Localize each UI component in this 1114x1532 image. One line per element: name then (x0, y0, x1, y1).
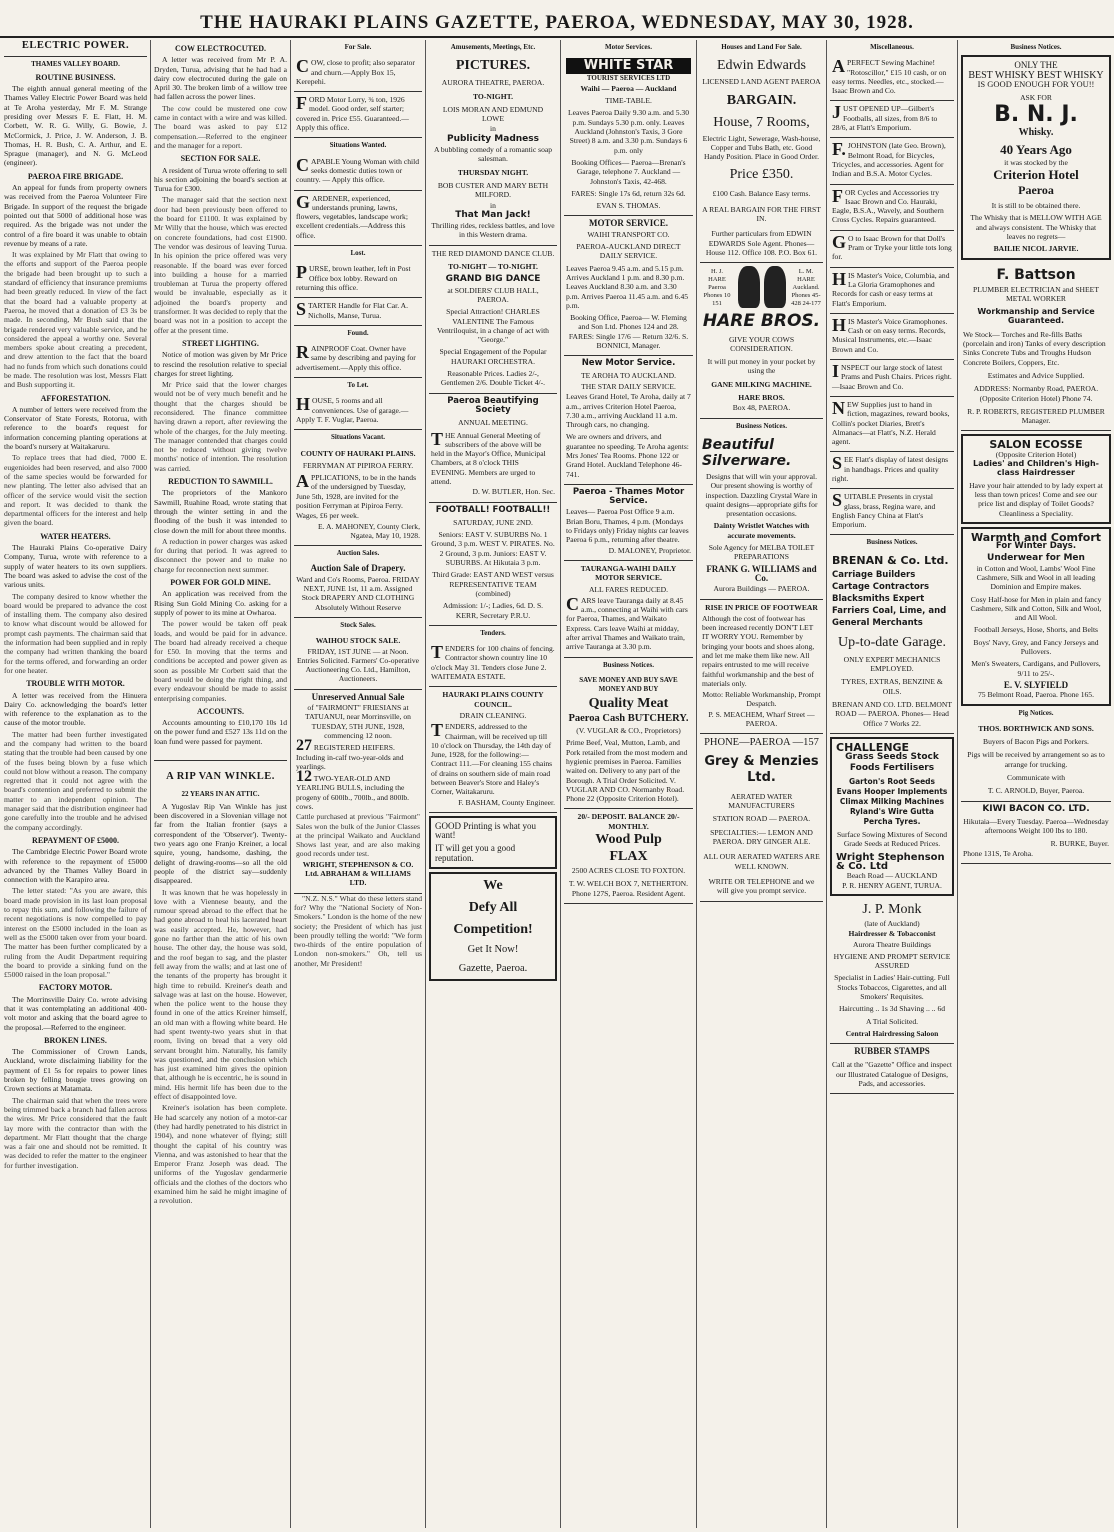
article-paragraph: An application was received from the Rising Sun Gold Mining Co. asking for a supply of power to its mine at Owharoa. (154, 589, 287, 617)
article-paragraph: A letter was received from Mr P. A. Dryden, Turua, advising that he had had a dairy cow electrocuted during the gale on April 30. The broken limb of a willow tree had fallen across the power lines. (154, 55, 287, 102)
category-heading: Business Notices. (1010, 43, 1062, 51)
article-paragraph: A Yugoslav Rip Van Winkle has just been discovered in a Slovenian village not far from the Italian frontier (says a correspondent of the 'Observer'). Twenty-two years ago one Franjo Kreiner, a local squire, young, handsome, dashing, the delight of drawing-rooms—so all the old people of the district say—suddenly disappeared. (154, 801, 287, 886)
category-heading: Auction Sales. (336, 549, 380, 558)
article-paragraph: To replace trees that had died, 7000 E. eugenioides had been reserved, and also 7000 of the same species would be forwarded for new planting. The letter also advised that an officer of the service would visit the section and report. It was decided to thank the departmental officers for the interest and help given the board. (4, 453, 147, 528)
article-paragraph: The Cambridge Electric Power Board wrote with reference to the repayment of £5000 advanced by the Thames Valley Board in connection with the Karapiro area. (4, 847, 147, 885)
category-heading: Lost. (350, 249, 366, 258)
article-paragraph: Mr Price said that the lower charges would not be of very much benefit and he thought that the charges should be reconsidered. The finance committee having drawn a report, after reviewing the whole of the charges, for the July meeting. The manager contended that charges could not be reduced without giving twelve months' notice of intention. The resolution was carried. (154, 380, 287, 473)
football-ad: FOOTBALL! FOOTBALL!! SATURDAY, JUNE 2ND. Seniors: EAST V. SUBURBS No. 1 Ground, 3 p.m. WEST V. PIRATES. No. 2 Ground, 3 p.m. Juniors: EAST V. SUBURBS. At Hikutaia 3 p.m. Third Grade: EAST AND WEST versus REPRESENTATIVE TEAM (combined) Admission: 1/-; Ladies, 6d. D. S. KERR, Secretary P.R.U. (429, 503, 557, 626)
column-motor-services (564, 40, 693, 1528)
classified-ad: GO to Isaac Brown for that Doll's Pram or Tryke your little tots long for. (830, 231, 954, 268)
section-heading: TROUBLE WITH MOTOR. (26, 679, 125, 689)
article-paragraph: It was explained by Mr Flatt that owing to the efforts and support of the Paeroa people the brigade had been brought up to such a standard of efficiency that insurance premiums had been greatly reduced. In view of the fact that the board had a valuable property at Paeroa, he moved that a donation of £3 3s be made. In seconding, Mr Bush said that the brigade rendered very valuable service, and he considered the appeal a worthy one. Several members spoke about creating a precedent, and drew attention to the fact that the board had no funds from which such donations could be made. The resolution was lost, Messrs Flatt and Bush supporting it. (4, 250, 147, 390)
category-heading: Situations Vacant. (330, 433, 386, 442)
category-heading: Pig Notices. (1018, 708, 1054, 717)
white-star-ad: WHITE STAR TOURIST SERVICES LTD Waihi — Paeroa — Auckland TIME-TABLE. Leaves Paeroa Daily 9.30 a.m. and 5.30 p.m. Sundays 5.30 p.m. only. Leaves Auckland (Johnston's Taxis, 3 Gore Street) 8 a.m. and 3.30 p.m. Sundays 6 p.m. only Booking Offices— Paeroa—Brenan's Garage, telephone 7. Auckland — Johnston's Taxis, 42-468. FARES: Single 17s 6d, return 32s 6d. EVAN S. THOMAS. (564, 55, 693, 216)
category-heading: Business Notices. (603, 660, 654, 669)
classified-ad: FORD Motor Lorry, ¾ ton, 1926 model. Good order, self starter; covered in. Price £55. Guaranteed.—Apply this office. (294, 92, 422, 138)
article-paragraph: Notice of motion was given by Mr Price to rescind the resolution relative to special charges for street lighting. (154, 350, 287, 378)
section-heading: POWER FOR GOLD MINE. (170, 578, 271, 588)
article-paragraph: A letter was received from the Hinuera Dairy Co. acknowledging the board's letter with reference to the explanation as to the cause of the motor trouble. (4, 690, 147, 728)
headline: ELECTRIC POWER. (21, 40, 130, 51)
challenge-ad: CHALLENGE Grass Seeds Stock Foods Fertilisers Garton's Root Seeds Evans Hooper Implements Climax Milking Machines Ryland's Wire Gutta Percha Tyres. Surface Sowing Mixtures of Second Grade Seeds at Reduced Prices. Wright Stephenson & Co. Ltd Beach Road — AUCKLAND P. R. HENRY AGENT, TURUA. (830, 737, 954, 896)
auction-ad: Unreserved Annual Sale of "FAIRMONT" FRIESIANS at TATUANUI, near Morrinsville, on TUESDAY, 5TH JUNE, 1928, commencing 12 noon. 27 REGISTERED HEIFERS. Including in-calf two-year-olds and yearlings. 12 TWO-YEAR-OLD AND YEARLING BULLS, including the progeny of 600lb., 700lb., and 800lb. cows. Cattle purchased at previous "Fairmont" Sales won the bulk of the Junior Classes at the principal Waikato and Auckland Shows last year, and are also making good records under test. WRIGHT, STEPHENSON & CO. Ltd. ABRAHAM & WILLIAMS LTD. (294, 690, 422, 894)
category-heading: To Let. (347, 381, 369, 390)
story-headline: A RIP VAN WINKLE. (166, 771, 275, 783)
kiwi-bacon-ad: KIWI BACON CO. LTD. Hikutaia—Every Tuesday. Paeroa—Wednesday afternoons Weight 100 lbs to 180. R. BURKE, Buyer. Phone 131S, Te Aroha. (961, 802, 1111, 864)
masthead (0, 0, 1114, 38)
printing-ad: GOOD Printing is what you want! IT will get you a good reputation. (429, 816, 557, 869)
classified-ad: APERFECT Sewing Machine! "Rotoscillor," £15 10 cash, or on easy terms. Needles, etc., stocked.—Isaac Brown and Co. (830, 55, 954, 101)
column-divider (826, 40, 827, 1528)
category-heading: Situations Wanted. (329, 141, 387, 150)
category-heading: Tenders. (480, 628, 506, 637)
article-paragraph: The manager said that the section next door had been previously been offered to the board for £1100. It was explained by Mr Willy that the house, which was erected on concrete foundations, had cost £1900. The vendor was desirous of leaving Turua. In his opinion the price offered was very reasonable. If the board was ever forced into building a house for a married troubleman at Turua the property offered would be invaluable, especially as it adjoined the board's property and transformer. It was decided to reply that the board was not in a position to accept the offer at the present time. (154, 195, 287, 335)
classified-ad: GARDENER, experienced, understands pruning, lawns, flowers, vegetables, landscape work; excellent credentials.—Address this office. (294, 191, 422, 246)
story-subheadline: 22 YEARS IN AN ATTIC. (181, 789, 260, 798)
section-heading: BROKEN LINES. (44, 1035, 107, 1045)
flax-ad: 20/- DEPOSIT. BALANCE 20/- MONTHLY. Wood Pulp FLAX 2500 ACRES CLOSE TO FOXTON. T. W. WELCH BOX 7, NETHERTON. Phone 127S, Paeroa. Resident Agent. (564, 809, 693, 903)
hairdresser-ad: J. P. Monk (late of Auckland) Hairdresser & Tobacconist Aurora Theatre Buildings HYGIENE AND PROMPT SERVICE ASSURED Specialist in Ladies' Hair-cutting. Full Stocks Tobaccos, Cigarettes, and all Smokers' Requisites. Haircutting .. 1s 3d Shaving .. .. 6d A Trial Solicited. Central Hairdressing Saloon (830, 899, 954, 1044)
classified-ad: JUST OPENED UP—Gilbert's Footballs, all sizes, from 8/6 to 28/6, at Flatt's Emporium. (830, 101, 954, 138)
column-divider (560, 40, 561, 1528)
column-amusements (429, 40, 557, 1528)
classified-ad: HOUSE, 5 rooms and all conveniences. Use of garage.—Apply T. F. Vuglar, Paeroa. (294, 393, 422, 430)
tender-ad: TENDERS for 100 chains of fencing. Contractor shown country line 10 o'clock May 31. Tenders close June 2. WAITEMATA ESTATE. (429, 641, 557, 687)
classified-ad: SUITABLE Presents in crystal glass, brass, Regina ware, and English Fancy China at Flatt's Emporium. (830, 489, 954, 535)
article-paragraph: Kreiner's isolation has been complete. He had scarcely any notion of a motor-car (they had hardly penetrated to his district in 1904), and none whatever of flying; still thought the capital of his country was Vienna, and was astonished to hear that the Emperor Franz Joseph was dead. The uniforms of the Yugoslav gendarmerie officials and the clothes of the doctors who examined him he said he might imagine of a revolution. (154, 1103, 287, 1206)
subheadline: THAMES VALLEY BOARD. (31, 59, 120, 68)
column-business-notices (961, 40, 1111, 1528)
classified-ad: FOR Cycles and Accessories try Isaac Brown and Co. Hauraki, Eagle, B.S.A., Wavely, and Southern Cross Cycles. Repairs guaranteed. (830, 185, 954, 231)
section-heading: REPAYMENT OF £5000. (32, 835, 119, 845)
auction-ad: Auction Sale of Drapery. Ward and Co's Rooms, Paeroa. FRIDAY NEXT, JUNE 1st, 11 a.m. Assigned Stock DRAPERY AND CLOTHING Absolutely Without Reserve (294, 561, 422, 617)
category-heading: Motor Services. (605, 43, 652, 51)
section-heading: FACTORY MOTOR. (38, 983, 113, 993)
aerated-waters-ad: PHONE—PAEROA —157 Grey & Menzies Ltd. AERATED WATER MANUFACTURERS STATION ROAD — PAEROA. SPECIALTIES:— LEMON AND PAEROA. DRY GINGER ALE. ALL OUR AERATED WATERS ARE WELL KNOWN. WRITE OR TELEPHONE and we will give you prompt service. (700, 734, 823, 901)
article-paragraph: It was known that he was hopelessly in love with a Viennese beauty, and the rumour spread abroad to the effect that he had gone abroad to heal his lacerated heart was easily accepted. He, however, had gone no farther than the attic of his own house. The other day, the house was sold, and the roof began to sag, and the plaster fell away from the walls; and at last one of the tenants of the property has brought it high time to rebuild. Kreiner's death and salvage was at last on the house. However, when the police went to the house they found in one of the attics Kreiner himself, an old man with a flowing white beard. He had spent twenty-two years shut in that room, living on bread that a very old servant brought him. Naturally, his family was questioned, and the conclusion which has just examined him gives the opinion that, although he is eccentric, he is sound in mind. His hermit life has been due to the effect of disappointed love. (154, 887, 287, 1102)
category-heading: Business Notices. (736, 421, 787, 430)
article-paragraph: The Hauraki Plains Co-operative Dairy Company, Turua, wrote with reference to a supply of water heaters to its own suppliers. The board was asked to advise the cost of the various units. (4, 543, 147, 590)
brenan-ad: BRENAN & Co. Ltd. Carriage Builders Cartage Contractors Blacksmiths Expert Farriers Coal, Lime, and General Merchants Up-to-date Garage. ONLY EXPERT MECHANICS EMPLOYED. TYRES, EXTRAS, BENZINE & OILS. BRENAN AND CO. LTD. BELMONT ROAD — PAEROA. Phones— Head Office 7 Works 22. (830, 551, 954, 734)
tauranga-ad: TAURANGA-WAIHI DAILY MOTOR SERVICE. ALL FARES REDUCED. CARS leave Tauranga daily at 8.45 a.m., connecting at Waihi with cars for Paeroa, Thames, and Waikato Express. Cars leave Waihi at midday, after arrival Thames and Waikato train, arrive Tauranga at 3.30 p.m. (564, 561, 693, 658)
category-heading: For Sale. (344, 43, 372, 51)
classified-ad: HIS Master's Voice Gramophones. Cash or on easy terms. Records, Musical Instruments, etc.—Isaac Brown and Co. (830, 314, 954, 360)
butchery-ad: SAVE MONEY AND BUY SAVE MONEY AND BUY Quality Meat Paeroa Cash BUTCHERY. (V. VUGLAR & CO., Proprietors) Prime Beef, Veal, Mutton, Lamb, and Pork retailed from the most modern and hygienic premises in Paeroa. Families waited on. Delivery to any part of the Borough. A Trial Order Solicited. V. VUGLAR AND CO. Normanby Road. Phone 22 (Opposite Criterion Hotel). (564, 673, 693, 809)
column-miscellaneous (830, 40, 954, 1528)
auction-ad: WAIHOU STOCK SALE. FRIDAY, 1ST JUNE — at Noon. Entries Solicited. Farmers' Co-operative Auctioneering Co. Ltd., Hamilton, Auctioneers. (294, 633, 422, 689)
article-paragraph: The cow could be mustered one cow came in contact with a wire and was killed. The board was asked to pay £12 compensation.—Referred to the engineer and the manager for a report. (154, 103, 287, 150)
rabbit-icon (736, 266, 788, 310)
land-agent-ad: Edwin Edwards LICENSED LAND AGENT PAEROA BARGAIN. House, 7 Rooms, Electric Light, Sewerage, Wash-house, Copper and Tubs Bath, etc. Good Handy Position. Place in Good Order. Price £350. £100 Cash. Balance Easy terms. A REAL BARGAIN FOR THE FIRST IN. Further particulars from EDWIN EDWARDS Sole Agent. Phones—House 112. Office 108. P.O. Box 61. (700, 55, 823, 263)
article-paragraph: The chairman said that when the trees were being trimmed back a branch had fallen across the wires. Mr Price considered that the fault lay more with the contractor than with the department. Mr Flatt thought that the charge was a fair one and should not be remitted. It was decided to refer the matter to the engineer for further investigation. (4, 1095, 147, 1170)
article-paragraph: "N.Z. N.S." What do these letters stand for? Why the "National Society of Non-Smokers." London is the home of the new society; the President of which has just been proudly telling the world: "We form two-thirds of the entire population of London non-smokers." Oh, tell us another, Mr President! (294, 893, 422, 968)
column-board-news (154, 40, 287, 1528)
column-classifieds (294, 40, 422, 1528)
article-paragraph: A resident of Turua wrote offering to sell his section adjoining the board's section at Turua for £300. (154, 165, 287, 194)
category-heading: Miscellaneous. (870, 43, 914, 51)
whisky-ad: ONLY THE BEST WHISKY BEST WHISKY IS GOOD ENOUGH FOR YOU!! ASK FOR B. N. J. Whisky. 40 Years Ago it was stocked by the Criterion Hotel Paeroa It is still to be obtained there. The Whisky that is MELLOW WITH AGE and always consistent. The Whisky that leaves no regrets— BAILIE NICOL JARVIE. (961, 55, 1111, 259)
article-paragraph: The Commissioner of Crown Lands, Auckland, wrote disclaiming liability for the payment of £1 5s for repairs to power lines broken by felling bougie trees growing on Crown sections at Matamata. (4, 1047, 147, 1094)
category-heading: Amusements, Meetings, Etc. (450, 43, 536, 51)
rubber-stamps-ad: RUBBER STAMPS Call at the "Gazette" Office and inspect our Illustrated Catalogue of Designs, Pads, and accessories. (830, 1044, 954, 1094)
section-heading: AFFORESTATION. (40, 393, 111, 403)
bootmaker-ad: RISE IN PRICE OF FOOTWEAR Although the cost of footwear has been increased recently DON'T LET IT WORRY YOU. Remember by bringing your boots and shoes along, and let me make them like new. All repairs entrusted to me will receive faithful workmanship and the best of materials only. Motto: Reliable Workmanship, Prompt Despatch. P. S. MEACHEM, Wharf Street — PAEROA. (700, 600, 823, 735)
section-heading: REDUCTION TO SAWMILL. (168, 477, 273, 487)
column-divider (290, 40, 291, 1528)
column-divider (425, 40, 426, 1528)
competition-ad: We Defy All Competition! Get It Now! Gazette, Paeroa. (429, 872, 557, 981)
star-service-ad: New Motor Service. TE AROHA TO AUCKLAND. THE STAR DAILY SERVICE. Leaves Grand Hotel, Te Aroha, daily at 7 a.m., arrives Criterion Hotel Paeroa, 7.30 a.m., arriving Auckland 11 a.m. Through cars, no changing. We are owners and drivers, and guarantee no speeding. Te Aroha agents: Mrs Jones' Tea Rooms. Phone 122 or Grand Hotel. Auckland Telephone 46-741. (564, 356, 693, 485)
classified-ad: COUNTY OF HAURAKI PLAINS. FERRYMAN AT PIPIROA FERRY. APPLICATIONS, to be in the hands of the undersigned by Tuesday, June 5th, 1928, are invited for the position Ferryman at Pipiroa Ferry. Wages, £6 per week. E. A. MAHONEY, County Clerk, Ngatea, May 10, 1928. (294, 446, 422, 547)
article-paragraph: The Morrinsville Dairy Co. wrote advising that it was contemplating an additional 400-volt motor and asking that the board agree to the proposal.—Referred to the engineer. (4, 994, 147, 1032)
article-paragraph: The proprietors of the Mankoro Sawmill, Ruahine Road, wrote stating that through the winter setting in and the flooding of the bush it was intended to close down the mill for about three months. (154, 488, 287, 535)
newspaper-title: THE HAURAKI PLAINS GAZETTE, PAEROA, WEDNESDAY, MAY 30, 1928. (200, 12, 914, 33)
article-paragraph: The letter stated: "As you are aware, this board made provision in its last loan proposal to repay this sum, and following the failure of recent negotiations is now compelled to pay interest on the £5000 included in the loan as well as the £5000 taken over from your board. The matter has been further complicated by a ruling from the Audit Department requiring the board to provide a sinking fund on the £5000 raised in the loan proposal." (4, 886, 147, 980)
classified-ad: STARTER Handle for Flat Car. A. Nicholls, Manse, Turua. (294, 298, 422, 326)
article-paragraph: A reduction in power charges was asked for during that period. It was agreed to disconnect the power and to make no charge for reconnection next summer. (154, 536, 287, 574)
classified-ad: RAINPROOF Coat. Owner have same by describing and paying for advertisement.—Apply this office. (294, 341, 422, 378)
section-heading: STREET LIGHTING. (182, 338, 259, 348)
thames-motor-ad: Paeroa - Thames Motor Service. Leaves— Paeroa Post Office 9 a.m. Brian Boru, Thames, 4 p.m. (Mondays to Fridays only) Friday nights car leaves Paeroa 6 p.m., returning after theatre. D. MALONEY, Proprietor. (564, 485, 693, 561)
article-paragraph: An appeal for funds from property owners was received from the Paeroa Volunteer Fire Brigade. In support of the request the brigade pointed out that 5000 of additional hose was required. As the brigade was not under the control of a fire board it was unable to obtain revenue by means of a rate. (4, 183, 147, 248)
section-heading: SECTION FOR SALE. (180, 154, 261, 164)
transport-ad: MOTOR SERVICE. WAIHI TRANSPORT CO. PAEROA-AUCKLAND DIRECT DAILY SERVICE. Leaves Paeroa 9.45 a.m. and 5.15 p.m. Arrives Auckland 1 p.m. and 8.30 p.m. Leaves Auckland 8.30 a.m. and 3.30 p.m. Arrives Paeroa 11.45 a.m. and 6.45 p.m. Booking Office, Paeroa— W. Fleming and Son Ltd. Phones 124 and 28. FARES: Single 17/6 — Return 32/6. S. BONNICI, Manager. (564, 216, 693, 356)
category-heading: Stock Sales. (340, 620, 376, 629)
article-paragraph: Accounts amounting to £10,170 10s 1d on the power fund and £527 13s 11d on the loan fund were passed for payment. (154, 718, 287, 746)
section-heading: ROUTINE BUSINESS. (35, 72, 116, 82)
article-paragraph: The matter had been further investigated and the company had written to the board stating that the trouble had been caused by one of the fuses being blown by a fuse which could not blow without a reason. The company regretted that it could not agree with the board's contention and preferred to submit the matter to an independent opinion. The manager said that the distribution engineer had gone carefully into the trouble and he advised the company accordingly. (4, 729, 147, 832)
classified-ad: SEE Flatt's display of latest designs in handbags. Prices and quality right. (830, 452, 954, 489)
column-houses-land (700, 40, 823, 1528)
classified-ad: COW, close to profit; also separator and churn.—Apply Box 15, Kerepehi. (294, 55, 422, 92)
category-heading: Found. (347, 328, 369, 337)
classified-ad: INSPECT our large stock of latest Prams and Push Chairs. Prices right.—Isaac Brown and Co. (830, 360, 954, 397)
cinema-ad: PICTURES. AURORA THEATRE, PAEROA. TO-NIGHT. LOIS MORAN AND EDMUND LOWE in Publicity Madness A bubbling comedy of a romantic soap salesman. THURSDAY NIGHT. BOB CUSTER AND MARY BETH MILFORD. in That Man Jack! Thrilling rides, reckless battles, and love in this Western drama. (429, 55, 557, 245)
category-heading: Business Notices. (866, 538, 918, 547)
hare-bros-ad: H. J. HARE Paeroa Phones 10 151 L. M. HARE Auckland. Phones 45-428 24-177 HARE BROS. GIVE YOUR COWS CONSIDERATION. It will put money in your pocket by using the GANE MILKING MACHINE. HARE BROS. Box 48, PAEROA. (700, 263, 823, 418)
section-heading: ACCOUNTS. (197, 706, 244, 716)
classified-ad: HIS Master's Voice, Columbia, and La Gloria Gramophones and Records for cash or easy terms at Flatt's Emporium. (830, 268, 954, 314)
category-heading: Houses and Land For Sale. (721, 43, 802, 51)
section-heading: WATER HEATERS. (40, 531, 111, 541)
plumber-ad: F. Battson PLUMBER ELECTRICIAN and SHEET METAL WORKER Workmanship and Service Guaranteed. We Stock— Torches and Re-fills Baths (porcelain and iron) Tanks of every description Sinks Concrete Tubs and Troughs Hudson Concrete Boilers, Coppers, Etc. Estimates and Advice Supplied. ADDRESS: Normanby Road, PAEROA. (Opposite Criterion Hotel) Phone 74. R. P. ROBERTS, REGISTERED PLUMBER Manager. (961, 263, 1111, 432)
column-divider (957, 40, 958, 1528)
column-divider (150, 40, 151, 1528)
borthwick-ad: THOS. BORTHWICK AND SONS. Buyers of Bacon Pigs and Porkers. Pigs will be received by arrangement so as to arrange for trucking. Communicate with T. C. ARNOLD, Buyer, Paeroa. (961, 721, 1111, 802)
article-paragraph: The eighth annual general meeting of the Thames Valley Electric Power Board was held at Te Aroha yesterday, Mr F. M. Strange presiding over Messrs F. E. Flatt, H. M. Corbett, W. R. G. Willy, G. Bowie, J. McCormick, J. Price, J. W. Anderson, J. B. Thomas, H. R. Bush, C. A. Arthur, and E. Sprague (manager), and N. G. McLeod (engineer). (4, 84, 147, 168)
classified-ad: CAPABLE Young Woman with child seeks domestic duties town or country. — Apply this office. (294, 154, 422, 191)
article-paragraph: The company desired to know whether the board would be prepared to advance the cost of installing them. The company also desired to know what discount would be allowed for prompt cash payments. The chairman said that the information had been supplied and in reply the company had written thanking the board for the terms offered, and forwarding an order for one heater. (4, 591, 147, 675)
article-paragraph: A number of letters were received from the Conservator of State Forests, Rotorua, with reference to the board's request for information concerning planting operations at the board's nursery at Waitakaruru. (4, 404, 147, 452)
article-paragraph: The power would be taken off peak loads, and would be paid for in advance. The board had already received a cheque for £50. In moving that the terms and conditions be accepted and power given as soon as possible Mr Corbett said that the board would be doing the right thing, and every endeavour should be made to assist enterprising companies. (154, 619, 287, 703)
section-heading: PAEROA FIRE BRIGADE. (27, 171, 124, 181)
meeting-ad: Paeroa Beautifying Society ANNUAL MEETING. THE Annual General Meeting of subscribers of the above will be held in the Mayor's Office, Municipal Chambers, at 8 o'clock THIS EVENING. Members are urged to attend. D. W. BUTLER, Hon. Sec. (429, 394, 557, 503)
jeweller-ad: Beautiful Silverware. Designs that will win your approval. Our present showing is worthy of inspection. Dazzling Crystal Ware in quaint designs—appropriate gifts for presentation occasions. Dainty Wristlet Watches with accurate movements. Sole Agency for MELBA TOILET PREPARATIONS FRANK G. WILLIAMS and Co. Aurora Buildings — PAEROA. (700, 434, 823, 600)
classified-ad: F.JOHNSTON (late Geo. Brown), Belmont Road, for Bicycles, Tricycles, and accessories. Agent for Indian and B.S.A. Motor Cycles. (830, 138, 954, 184)
column-electric-power (4, 40, 147, 1528)
underwear-ad: Warmth and Comfort For Winter Days. Underwear for Men in Cotton and Wool, Lambs' Wool Fine Cashmere, Silk and Wool in all leading Dominion and Empire makes. Cosy Half-hose for Men in plain and fancy Cashmere, Silk and Cotton, Silk and Wool, and All Wool. Football Jerseys, Hose, Shorts, and Belts Boys' Navy, Grey, and Fancy Jerseys and Pullovers. Men's Sweaters, Cardigans, and Pullovers, 9/11 to 25/-. E. V. SLYFIELD 75 Belmont Road, Paeroa. Phone 165. (961, 527, 1111, 706)
white-star-logo: WHITE STAR (566, 58, 691, 73)
column-divider (696, 40, 697, 1528)
dance-ad: THE RED DIAMOND DANCE CLUB. TO-NIGHT — TO-NIGHT. GRAND BIG DANCE at SOLDIERS' CLUB HALL, PAEROA. Special Attraction! CHARLES VALENTINE The Famous Ventriloquist, in a change of act with "George." Special Engagement of the Popular HAURAKI ORCHESTRA. Reasonable Prices. Ladies 2/-, Gentlemen 2/6. Double Ticket 4/-. (429, 246, 557, 394)
classified-ad: PURSE, brown leather, left in Post Office box lobby. Reward on returning this office. (294, 261, 422, 298)
tender-ad: HAURAKI PLAINS COUNTY COUNCIL. DRAIN CLEANING. TENDERS, addressed to the Chairman, will be received up till 10 o'clock on Thursday, the 14th day of June, 1928, for the following:— Contract 111.—For cleaning 155 chains of drains on southern side of main road between Beaver's Store and Haley's Corner, Waitakaruru. F. BASHAM, County Engineer. (429, 687, 557, 813)
section-heading: COW ELECTROCUTED. (175, 44, 266, 53)
salon-ad: SALON ECOSSE (Opposite Criterion Hotel) Ladies' and Children's High-class Hairdresser Have your hair attended to by lady expert at less than town prices! Come and see our price list and display of Toilet Goods? Cleanliness a Speciality. (961, 434, 1111, 523)
classified-ad: NEW Supplies just to hand in fiction, magazines, reward books, Collin's pocket Diaries, Brett's Almanacs—at Flatt's, N.Z. Herald agent. (830, 397, 954, 452)
